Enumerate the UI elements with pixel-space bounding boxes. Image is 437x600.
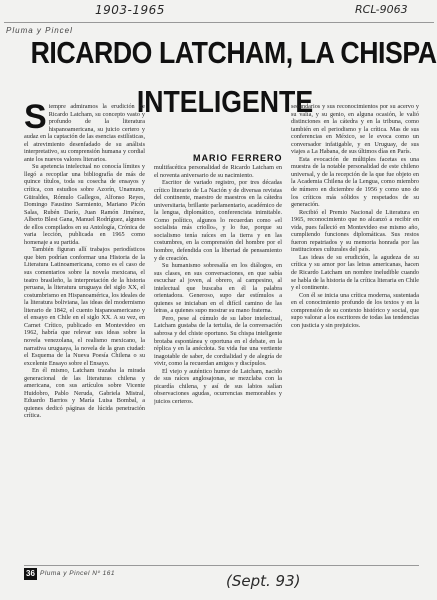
paragraph: iempre admiramos la erudición de Ricardo Latcham, su concepto vasto y profundo de la literatura hispanoamericana, su juicio certero y audaz en la captación de las esencias estilísticas, el atrevimiento desenfadado de su análisis interpretativo, su comprensión humana y cordial ante los nuevos valores literarios. [24,103,145,163]
article-author: MARIO FERRERO [193,153,283,163]
paragraph: multifacética personalidad de Ricardo Latcham en el noventa aniversario de su nacimiento. [154,164,282,179]
page-number: 36 [24,568,37,580]
handwritten-catalog-note: RCL-9063 [355,3,408,16]
paragraph: Su apetencia intelectual no conocía límites y llegó a recopilar una bibliografía de más de quince títulos, toda su cosecha de ensayos y crítica, con estudios sobre Azorín, Unamuno, Güiraldes, Rómulo Gallegos, Alfonso Reyes, Domingo Faustino Sarmiento, Mariano Picón Salas, Rubén Darío, Juan Ramón Jiménez, Alberto Blest Gana, Manuel Rodríguez, algunos de ellos compilados en su Antología, Crónica de varia lección, publicada en 1965 como homenaje a su partida. [24,163,145,246]
paragraph: El viejo y auténtico humor de Latcham, nacido de sus raíces anglosajonas, se mezclaba con la picardía chilena, y así de sus labios salían observaciones agudas, ocurrencias memorables y juicios certeros. [154,367,282,405]
paragraph: secundarios y sus reconocimientos por su acervo y su valía, y su genio, en alguna ocasión, le valió distinciones en la cátedra y en la tribuna, como también en el periodismo y la crítica. Mas de sus conferencias en México, se le evoca como un conversador infatigable, y en Uruguay, de sus viajes a La Habana, de sus últimos días en París. [291,103,419,156]
article-title-second-line: INTELIGENTE [136,84,314,119]
text-column-3 [291,103,419,561]
paragraph: Escritor de variado registro, por tres décadas crítico literario de La Nación y de diversas revistas del continente, maestro de maestros en la cátedra universitaria, brillante parlamentario, académico de la lengua, diplomático, conferencista inimitable. Como político, algunos lo recuerdan como «el socialista más criollo», y lo fue, porque su socialismo tenía raíces en la tierra y en las costumbres, en la comprensión del hombre por el hombre, defendida con la libertad de pensamiento y de creación. [154,179,282,262]
text-column-2 [154,164,282,562]
paragraph: Con él se inicia una crítica moderna, sustentada en el conocimiento profundo de los textos y en la comprensión de su contexto histórico y social, que supo valorar a los escritores de todas las tendencias con justicia y sin prejuicios. [291,291,419,329]
footer-publication-label: Pluma y Pincel Nº 161 [40,570,116,577]
paragraph: También figuran allí trabajos periodísticos que bien podrían conformar una Historia de la Literatura Latinoamericana, como es el caso de sus comentarios sobre la novela mexicana, el teatro brasileño, la interpretación de la historia peruana, la literatura uruguaya del siglo XX, el costumbrismo en Hispanoamérica, los ideales de la literatura boliviana, las ideas del modernismo literario de 1842, el cuento hispanoamericano y el ensayo en Chile en el siglo XX. A su vez, en Carnet Crítico, publicado en Montevideo en 1962, habría que relevar sus ideas sobre la novela venezolana, el realismo mexicano, la narrativa uruguaya, la novela de la gran ciudad: el Esquema de la Nueva Poesía Chilena o su excelente Ensayo sobre el Ensayo. [24,246,145,367]
footer-rule [24,565,419,566]
paragraph: Su humanismo sobresalía en los diálogos, en sus clases, en sus conversaciones, en que sabía escuchar al joven, al obrero, al campesino, al intelectual que buscaba en él la palabra orientadora. Generoso, supo dar estímulos a quienes se iniciaban en el difícil camino de las letras, a quienes supo mostrar su mano fraterna. [154,262,282,315]
section-label: Pluma y Pincel [6,26,73,35]
paragraph: En él mismo, Latcham trazaba la mirada generacional de las literaturas chilena y americana, con sus artículos sobre Vicente Huidobro, Pablo Neruda, Gabriela Mistral, Eduardo Barrios y María Luisa Bombal, a quienes dedicó páginas de lúcida penetración crítica. [24,367,145,420]
drop-cap: S [24,103,47,136]
text-column-1 [24,103,145,561]
paragraph: Las ideas de su erudición, la agudeza de su crítica y su amor por las letras americanas, hacen de Ricardo Latcham un nombre ineludible cuando se habla de la historia de la crítica literaria en Chile y el continente. [291,253,419,292]
article-title: RICARDO LATCHAM, LA CHISPA [30,35,437,70]
handwritten-date-note: 1903-1965 [95,3,165,17]
paragraph: Recibió el Premio Nacional de Literatura en 1965, reconocimiento que no alcanzó a recibir en vida, pues falleció en Montevideo ese mismo año, cumpliendo funciones diplomáticas. Sus restos fueron repatriados y su memoria honrada por las instituciones culturales del país. [291,208,419,254]
handwritten-issue-date: (Sept. 93) [226,572,301,590]
paragraph: Esta evocación de múltiples facetas es una muestra de la notable personalidad de este chileno universal, y de la recepción de la que fue objeto en la Academia Chilena de la Lengua, como miembro de número en diciembre de 1956 y como uno de los críticos más sólidos y respetados de su generación. [291,155,419,209]
paragraph: Pero, pese al cúmulo de su labor intelectual, Latcham gustaba de la tertulia, de la conversación sabrosa y del chiste oportuno. Su chispa inteligente brotaba espontánea y oportuna en el debate, en la réplica y en la anécdota. Su vida fue una vertiente inagotable de saber, de cordialidad y de alegría de vivir, como la recuerdan amigos y discípulos. [154,314,282,368]
